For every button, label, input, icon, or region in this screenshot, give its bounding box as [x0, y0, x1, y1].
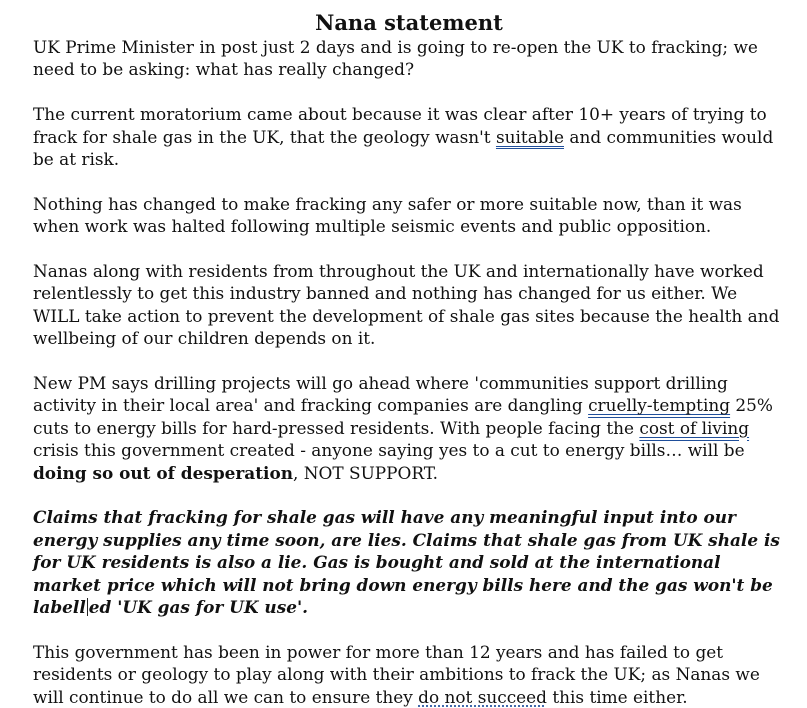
- paragraph-gap: [33, 170, 785, 192]
- text-cursor: [87, 598, 88, 616]
- paragraph-7[interactable]: [33, 641, 785, 708]
- grammar-flag-suitable[interactable]: suitable: [495, 126, 564, 147]
- paragraph-2-text-a: The current moratorium came about because it was clear after 10+ years of trying to frack for shale gas in the UK, that the geology wasn't: [33, 104, 767, 147]
- paragraph-2[interactable]: [33, 103, 785, 170]
- paragraph-5-text-e: crisis this government created - anyone saying yes to a cut to energy bills… will be: [33, 440, 745, 461]
- paragraph-4-text: Nanas along with residents from throughout the UK and internationally have worked relentlessly to get this industry banned and nothing has changed for us either. We WILL take action to prevent the development of shale gas sites because the health and wellbeing of our children depends on it.: [33, 261, 780, 349]
- paragraph-gap: [33, 350, 785, 372]
- document-page: [33, 10, 785, 708]
- grammar-flag-cruelly-tempting[interactable]: cruelly-tempting: [588, 395, 731, 416]
- paragraph-3-text: Nothing has changed to make fracking any safer or more suitable now, than it was when work was halted following multiple seismic events and public opposition.: [33, 193, 742, 237]
- paragraph-1[interactable]: [33, 36, 785, 81]
- paragraph-7-text-c: this time either.: [546, 686, 688, 707]
- paragraph-5-bold-text: doing so out of desperation: [33, 462, 293, 483]
- paragraph-5[interactable]: [33, 372, 785, 484]
- paragraph-gap: [33, 484, 785, 506]
- paragraph-2-text-c: and communities would be at risk.: [33, 126, 774, 170]
- paragraph-7-text-a: This government has been in power for more than 12 years and has failed to get residents or geology to play along with their ambitions to frack the UK; as Nanas we will continue to do all we can to ensure they: [33, 641, 760, 707]
- paragraph-6-text-b: ed 'UK gas for UK use'.: [88, 597, 308, 618]
- paragraph-5-text-c: 25% cuts to energy bills for hard-pressed residents. With people facing the: [33, 395, 773, 438]
- paragraph-3[interactable]: [33, 193, 785, 238]
- paragraph-gap: [33, 238, 785, 260]
- paragraph-5-text-a: New PM says drilling projects will go ahead where 'communities support drilling activity in their local area' and fracking companies are dangling: [33, 373, 728, 416]
- paragraph-6[interactable]: [33, 506, 785, 618]
- grammar-flag-do-not-succeed[interactable]: do not succeed: [418, 686, 547, 707]
- paragraph-1-text: UK Prime Minister in post just 2 days and is going to re-open the UK to fracking; we need to be asking: what has really changed?: [33, 37, 758, 80]
- paragraph-gap: [33, 618, 785, 640]
- page-title: Nana statement: [315, 10, 503, 35]
- paragraph-4[interactable]: [33, 260, 785, 350]
- paragraph-gap: [33, 81, 785, 103]
- paragraph-6-text-a: Claims that fracking for shale gas will have any meaningful input into our energy supplies any time soon, are lies. Claims that shale gas from UK shale is for UK residents is also a lie. Gas is bought and sold at the international market price which will not bring down energy bills here and the gas won't be labell: [33, 507, 780, 618]
- grammar-flag-cost-of-living[interactable]: cost of living: [639, 417, 750, 438]
- paragraph-5-text-g: , NOT SUPPORT.: [293, 462, 438, 483]
